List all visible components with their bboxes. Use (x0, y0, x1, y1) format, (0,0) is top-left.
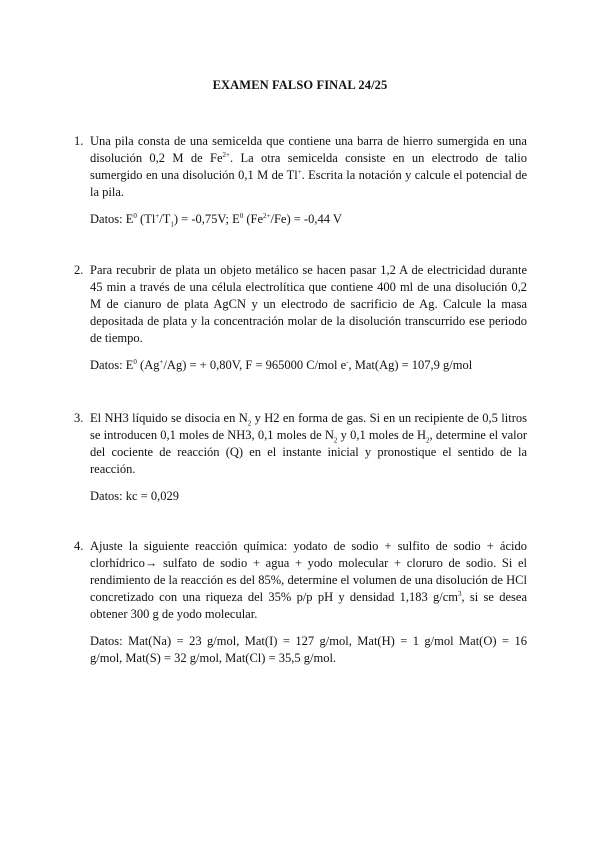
text-run: /T (159, 212, 171, 226)
text-run: . La otra semicelda consiste en un electrodo de talio sumergido en una disolución 0,1 M de Tl (90, 151, 527, 182)
question-text (90, 410, 527, 478)
text-run: , Mat(Ag) = 107,9 g/mol (348, 358, 473, 372)
question-2 (74, 262, 527, 374)
superscript: - (346, 357, 349, 366)
superscript: 0 (239, 211, 244, 220)
question-text (90, 262, 527, 347)
question-number: 2. (74, 263, 84, 277)
text-run: y H2 en forma de gas. Si en un recipiente de 0,5 litros se introducen 0,1 moles de NH3, 0,1 moles de N (90, 411, 527, 442)
question-number: 4. (74, 539, 84, 553)
text-run: . Escrita la notación y calcule el potencial de la pila. (90, 168, 527, 199)
text-run: Datos: Mat(Na) = 23 g/mol, Mat(I) = 127 g/mol, Mat(H) = 1 g/mol Mat(O) = 16 g/mol, Mat(S) = 32 g/mol, Mat(Cl) = 35,5 g/mol. (90, 634, 527, 665)
question-data (90, 211, 527, 228)
question-number: 3. (74, 411, 84, 425)
text-run: El NH3 líquido se disocia en N (90, 411, 248, 425)
question-4 (74, 538, 527, 667)
superscript: + (297, 167, 302, 176)
text-run: Datos: E (90, 358, 134, 372)
question-data (90, 488, 527, 505)
question-1 (74, 133, 527, 229)
subscript: 2 (247, 419, 252, 428)
superscript: 2+ (222, 150, 230, 159)
text-run: Datos: E (90, 212, 134, 226)
text-run: Datos: kc = 0,029 (90, 489, 179, 503)
superscript: 2+ (263, 211, 271, 220)
text-run: (Ag (136, 358, 160, 372)
question-data (90, 633, 527, 667)
text-run: /Fe) = -0,44 V (270, 212, 342, 226)
question-text (90, 538, 527, 623)
question-3 (74, 410, 528, 505)
text-run: Para recubrir de plata un objeto metálico se hacen pasar 1,2 A de electricidad durante 45 min a través de una célula electrolítica que contiene 400 ml de una disolución 0,2 M de cianuro de plata AgCN y un electrodo de sacrificio de Ag. Calcule la masa depositada de plata y la concentración molar de la disolución transcurrido ese periodo de tiempo. (90, 263, 527, 345)
text-run: Una pila consta de una semicelda que contiene una barra de hierro sumergida en una disolución 0,2 M de Fe (90, 134, 527, 165)
text-run: Ajuste la siguiente reacción química: yodato de sodio + sulfito de sodio + ácido clorhídrico→ sulfato de sodio + agua + yodo molecular + cloruro de sodio. Si el rendimiento de la reacción es del 85%, determine el volumen de una disolución de HCl concretizado con una riqueza del 35% p/p pH y densidad 1,183 g/cm (90, 539, 527, 604)
text-run: (Fe (243, 212, 264, 226)
text-run: y 0,1 moles de H (337, 428, 427, 442)
text-run: , si se desea obtener 300 g de yodo molecular. (90, 590, 527, 621)
superscript: + (159, 357, 164, 366)
exam-title: EXAMEN FALSO FINAL 24/25 (212, 78, 388, 92)
question-data (90, 357, 527, 374)
superscript: 3 (458, 589, 462, 598)
question-text (90, 133, 527, 201)
question-number: 1. (74, 134, 84, 148)
text-run: /Ag) = + 0,80V, F = 965000 C/mol e (163, 358, 347, 372)
text-run: , determine el valor del cociente de reacción (Q) en el instante inicial y pronostique el sentido de la reacción. (90, 428, 528, 476)
superscript: 0 (133, 211, 137, 220)
subscript: 2 (426, 436, 430, 445)
text-run: ) = -0,75V; E (173, 212, 240, 226)
subscript: 1 (170, 220, 174, 229)
text-run: (Tl (136, 212, 156, 226)
subscript: 2 (333, 436, 338, 445)
superscript: + (155, 211, 160, 220)
superscript: 0 (133, 357, 137, 366)
